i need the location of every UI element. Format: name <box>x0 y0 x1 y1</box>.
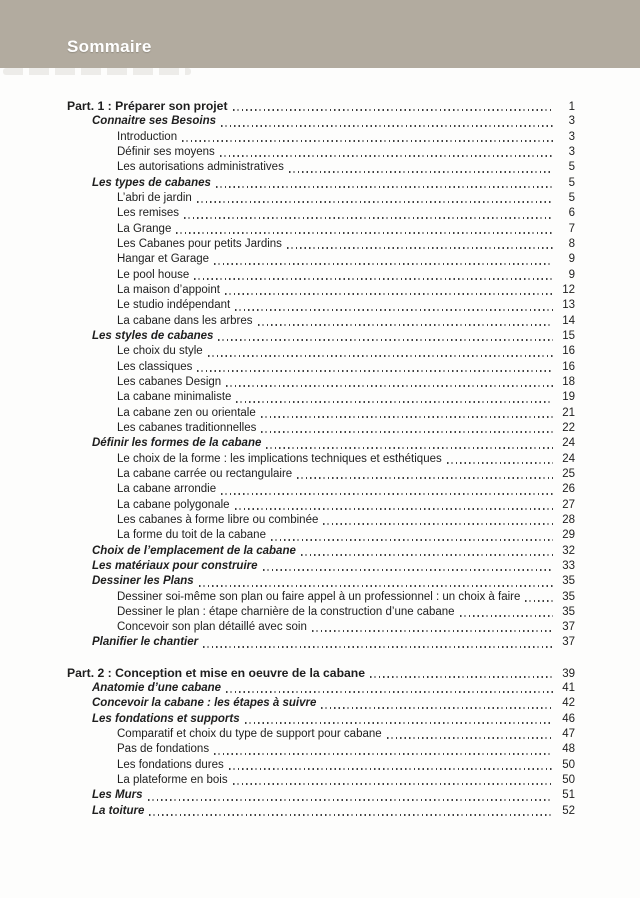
toc-entry-label: La cabane arrondie <box>117 483 217 496</box>
dot-leader <box>214 753 553 755</box>
toc-entry[interactable] <box>67 360 575 375</box>
toc-entry-page: 16 <box>562 360 575 373</box>
toc-entry[interactable] <box>67 528 575 543</box>
toc-entry-page: 13 <box>562 299 575 312</box>
toc-entry[interactable] <box>67 145 575 160</box>
toc-entry-label: La maison d’appoint <box>117 283 220 296</box>
toc-entry-page: 7 <box>568 222 575 235</box>
toc-entry[interactable] <box>67 130 575 145</box>
toc-entry-label: Les fondations dures <box>117 758 224 771</box>
toc-entry-page: 33 <box>562 559 575 572</box>
dot-leader <box>203 646 553 648</box>
toc-entry-page: 32 <box>562 544 575 557</box>
toc-entry[interactable] <box>67 590 575 605</box>
toc-entry-page: 5 <box>568 191 575 204</box>
toc-entry-label: La cabane zen ou orientale <box>117 406 256 419</box>
dot-leader <box>229 768 553 770</box>
toc-entry[interactable] <box>67 114 575 129</box>
toc-entry[interactable] <box>67 605 575 620</box>
toc-entry-page: 50 <box>562 758 575 771</box>
dot-leader <box>301 554 553 556</box>
toc-entry-page: 42 <box>562 697 575 710</box>
toc-entry-label: Définir les formes de la cabane <box>92 437 262 450</box>
dot-leader <box>525 600 553 602</box>
toc-entry[interactable] <box>67 482 575 497</box>
toc-entry[interactable] <box>67 742 575 757</box>
toc-entry-label: La Grange <box>117 222 172 235</box>
toc-entry-label: Le pool house <box>117 268 190 281</box>
toc-entry[interactable] <box>67 206 575 221</box>
toc-entry-label: Le studio indépendant <box>117 299 231 312</box>
toc-entry[interactable] <box>67 237 575 252</box>
toc-entry-page: 9 <box>568 253 575 266</box>
toc-entry-label: La toiture <box>92 804 145 817</box>
dot-leader <box>184 217 553 219</box>
dot-leader <box>321 707 553 709</box>
toc-entry-label: Concevoir la cabane : les étapes à suivre <box>92 697 317 710</box>
dot-leader <box>460 615 553 617</box>
toc-entry-label: Les fondations et supports <box>92 712 240 725</box>
toc-entry-label: Les autorisations administratives <box>117 161 284 174</box>
toc-entry-label: Planifier le chantier <box>92 636 199 649</box>
toc-entry-page: 8 <box>568 237 575 250</box>
toc-entry[interactable] <box>67 406 575 421</box>
page-title: Sommaire <box>67 37 152 56</box>
toc-entry-page: 25 <box>562 467 575 480</box>
toc-entry-page: 35 <box>562 590 575 603</box>
toc-entry-label: Hangar et Garage <box>117 253 210 266</box>
toc-entry-page: 27 <box>562 498 575 511</box>
toc-entry[interactable] <box>67 452 575 467</box>
toc-entry[interactable] <box>67 559 575 574</box>
toc-entry-page: 5 <box>568 176 575 189</box>
toc-entry-page: 29 <box>562 529 575 542</box>
toc-entry-page: 18 <box>562 375 575 388</box>
toc-entry[interactable] <box>67 498 575 513</box>
toc-entry-label: Les cabanes Design <box>117 375 222 388</box>
toc-entry[interactable] <box>67 252 575 267</box>
toc-entry-page: 52 <box>562 804 575 817</box>
toc-entry-page: 50 <box>562 774 575 787</box>
toc-entry-label: Concevoir son plan détaillé avec soin <box>117 621 307 634</box>
toc-entry-page: 28 <box>562 513 575 526</box>
toc-entry-label: Le choix du style <box>117 345 203 358</box>
toc-entry-page: 48 <box>562 743 575 756</box>
dot-leader <box>233 109 553 111</box>
toc-entry[interactable] <box>67 222 575 237</box>
dot-leader <box>208 355 553 357</box>
toc-entry-label: Dessiner les Plans <box>92 575 194 588</box>
dot-leader <box>447 462 553 464</box>
dot-leader <box>197 201 553 203</box>
toc-entry-label: Les cabanes traditionnelles <box>117 421 257 434</box>
toc-entry[interactable] <box>67 804 575 819</box>
toc-entry-label: Les Murs <box>92 789 143 802</box>
toc-entry[interactable] <box>67 696 575 711</box>
toc-entry-label: Part. 2 : Conception et mise en oeuvre de la cabane <box>67 665 366 680</box>
toc-entry-page: 14 <box>562 314 575 327</box>
table-of-contents <box>67 99 575 819</box>
toc-entry-page: 37 <box>562 621 575 634</box>
toc-entry-label: Part. 1 : Préparer son projet <box>67 99 228 113</box>
toc-entry[interactable] <box>67 390 575 405</box>
toc-entry-page: 47 <box>562 728 575 741</box>
toc-entry-page: 1 <box>568 101 575 113</box>
toc-entry[interactable] <box>67 268 575 283</box>
toc-entry[interactable] <box>67 635 575 650</box>
toc-entry-label: L’abri de jardin <box>117 191 192 204</box>
dot-leader <box>271 539 553 541</box>
dot-leader <box>197 370 553 372</box>
toc-entry-page: 35 <box>562 575 575 588</box>
toc-entry-page: 3 <box>568 115 575 128</box>
toc-entry-label: Les cabanes à forme libre ou combinée <box>117 513 319 526</box>
dot-leader <box>214 263 553 265</box>
toc-entry[interactable] <box>67 788 575 803</box>
toc-entry-label: Les classiques <box>117 360 193 373</box>
dot-leader <box>221 125 553 127</box>
dot-leader <box>226 385 553 387</box>
toc-entry-page: 5 <box>568 161 575 174</box>
toc-entry[interactable] <box>67 467 575 482</box>
dot-leader <box>289 171 553 173</box>
toc-entry[interactable] <box>67 620 575 635</box>
toc-entry[interactable] <box>67 298 575 313</box>
toc-entry[interactable] <box>67 160 575 175</box>
toc-entry-page: 6 <box>568 207 575 220</box>
dot-leader <box>220 155 553 157</box>
dot-leader <box>233 783 553 785</box>
dot-leader <box>176 232 553 234</box>
page-header <box>0 0 640 68</box>
toc-entry[interactable] <box>67 99 575 114</box>
dot-leader <box>182 140 553 142</box>
toc-entry-page: 21 <box>562 406 575 419</box>
dot-leader <box>258 324 553 326</box>
toc-entry[interactable] <box>67 544 575 559</box>
toc-entry-label: La forme du toit de la cabane <box>117 529 266 542</box>
toc-entry[interactable] <box>67 329 575 344</box>
toc-entry-page: 37 <box>562 636 575 649</box>
toc-entry[interactable] <box>67 574 575 589</box>
toc-entry-label: Les types de cabanes <box>92 176 211 189</box>
toc-entry-page: 24 <box>562 437 575 450</box>
toc-entry-page: 22 <box>562 421 575 434</box>
dot-leader <box>261 431 553 433</box>
dot-leader <box>236 401 553 403</box>
toc-entry-label: La cabane dans les arbres <box>117 314 253 327</box>
toc-entry[interactable] <box>67 513 575 528</box>
toc-entry-label: Pas de fondations <box>117 743 210 756</box>
dot-leader <box>261 416 553 418</box>
toc-entry-label: La plateforme en bois <box>117 774 228 787</box>
toc-entry[interactable] <box>67 176 575 191</box>
toc-entry[interactable] <box>67 712 575 727</box>
toc-entry[interactable] <box>67 283 575 298</box>
toc-entry[interactable] <box>67 436 575 451</box>
toc-entry-page: 41 <box>562 682 575 695</box>
dot-leader <box>287 247 553 249</box>
dot-leader <box>226 691 553 693</box>
toc-entry-page: 15 <box>562 329 575 342</box>
dot-leader <box>235 508 553 510</box>
dot-leader <box>149 814 553 816</box>
dot-leader <box>266 447 553 449</box>
toc-entry[interactable] <box>67 773 575 788</box>
dot-leader <box>194 278 553 280</box>
toc-entry[interactable] <box>67 191 575 206</box>
toc-entry-page: 3 <box>568 145 575 158</box>
toc-entry-page: 46 <box>562 712 575 725</box>
toc-entry-label: Les Cabanes pour petits Jardins <box>117 237 282 250</box>
toc-entry-page: 24 <box>562 452 575 465</box>
toc-entry-label: La cabane minimaliste <box>117 391 232 404</box>
toc-entry-page: 3 <box>568 130 575 143</box>
dot-leader <box>323 523 553 525</box>
toc-entry[interactable] <box>67 375 575 390</box>
toc-entry[interactable] <box>67 727 575 742</box>
toc-entry[interactable] <box>67 758 575 773</box>
toc-entry[interactable] <box>67 681 575 696</box>
toc-entry-label: Les remises <box>117 207 179 220</box>
toc-entry-label: Choix de l’emplacement de la cabane <box>92 544 296 557</box>
dot-leader <box>225 293 553 295</box>
toc-entry-page: 26 <box>562 483 575 496</box>
dot-leader <box>263 569 553 571</box>
toc-entry-page: 19 <box>562 391 575 404</box>
toc-entry-label: Anatomie d’une cabane <box>92 682 222 695</box>
toc-entry[interactable] <box>67 344 575 359</box>
toc-entry-label: Définir ses moyens <box>117 145 215 158</box>
dot-leader <box>221 493 553 495</box>
toc-entry-label: Connaitre ses Besoins <box>92 115 216 128</box>
dot-leader <box>370 676 553 678</box>
dot-leader <box>312 630 553 632</box>
header-tear-decoration <box>3 68 191 75</box>
dot-leader <box>216 186 553 188</box>
toc-entry[interactable] <box>67 421 575 436</box>
dot-leader <box>245 722 553 724</box>
toc-entry-label: Introduction <box>117 130 178 143</box>
dot-leader <box>148 799 554 801</box>
toc-entry-label: La cabane polygonale <box>117 498 230 511</box>
toc-entry-page: 16 <box>562 345 575 358</box>
dot-leader <box>218 339 553 341</box>
toc-entry-page: 51 <box>562 789 575 802</box>
dot-leader <box>199 585 553 587</box>
dot-leader <box>235 309 553 311</box>
toc-entry-label: Les matériaux pour construire <box>92 559 258 572</box>
toc-entry-page: 39 <box>562 667 575 680</box>
toc-entry-page: 35 <box>562 605 575 618</box>
toc-entry-label: Dessiner soi-même son plan ou faire appel à un professionnel : un choix à faire <box>117 590 521 603</box>
dot-leader <box>387 737 553 739</box>
toc-entry-label: Comparatif et choix du type de support pour cabane <box>117 728 382 741</box>
toc-entry-page: 12 <box>562 283 575 296</box>
toc-entry-label: Le choix de la forme : les implications techniques et esthétiques <box>117 452 442 465</box>
toc-entry-label: Les styles de cabanes <box>92 329 214 342</box>
toc-entry[interactable] <box>67 314 575 329</box>
toc-entry-label: La cabane carrée ou rectangulaire <box>117 467 293 480</box>
toc-entry-label: Dessiner le plan : étape charnière de la construction d’une cabane <box>117 605 455 618</box>
toc-entry[interactable] <box>67 666 575 681</box>
dot-leader <box>297 477 553 479</box>
toc-entry-page: 9 <box>568 268 575 281</box>
